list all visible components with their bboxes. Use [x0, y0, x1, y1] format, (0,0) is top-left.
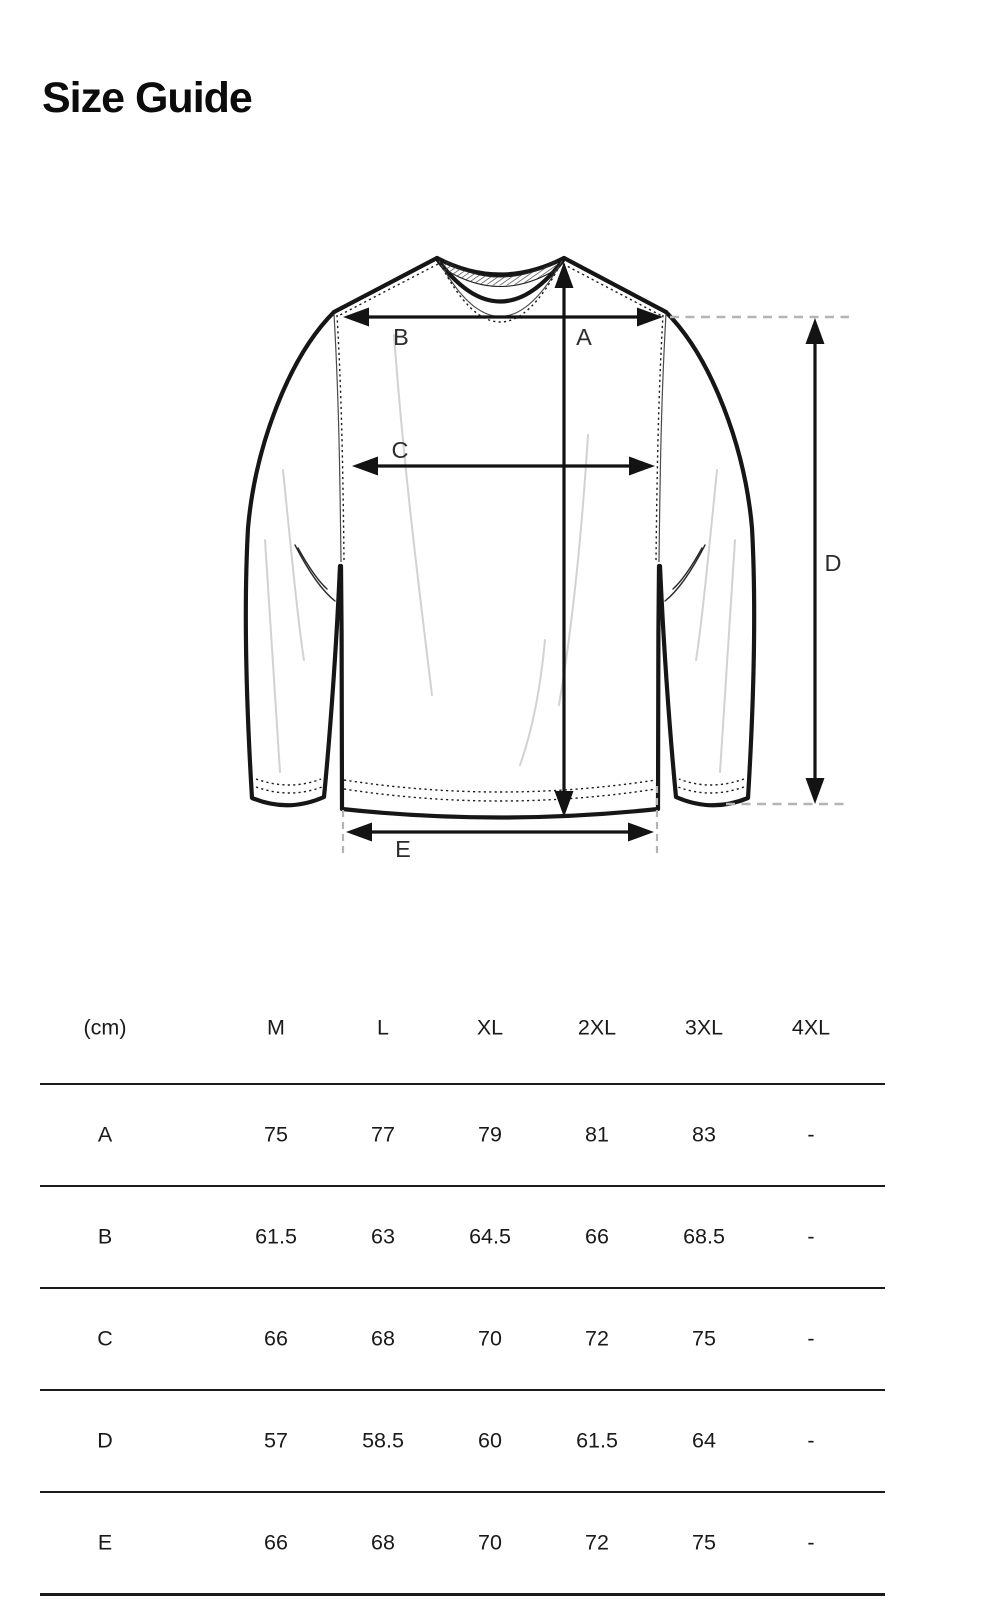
row-label: C [97, 1326, 113, 1351]
table-header-row [40, 945, 885, 1085]
cell-value: 75 [692, 1326, 716, 1351]
measure-label-e: E [395, 836, 411, 862]
cell-value: 60 [478, 1428, 502, 1453]
cell-value: 83 [692, 1122, 716, 1147]
cell-value: 72 [585, 1530, 609, 1555]
armpit-fold-left [295, 545, 335, 601]
cell-value: 68.5 [683, 1224, 725, 1249]
table-row-d [40, 1391, 885, 1493]
body-crease-left [391, 335, 432, 695]
cell-value: 72 [585, 1326, 609, 1351]
cell-value: - [807, 1428, 815, 1453]
hem-stitch-1 [344, 780, 656, 792]
shoulder-stitch-left [338, 264, 438, 316]
table-row-c [40, 1289, 885, 1391]
arrowhead-left [343, 308, 369, 327]
shoulder-right [564, 258, 666, 312]
arrowhead-left [346, 823, 372, 842]
cuff-crease-left [265, 540, 280, 772]
arrowhead-top [806, 318, 825, 344]
armpit-folds [295, 545, 705, 601]
armhole-seam-left [334, 314, 341, 562]
table-row-b [40, 1187, 885, 1289]
body-side-left [341, 566, 342, 809]
cell-value: - [807, 1122, 815, 1147]
cell-value: - [807, 1224, 815, 1249]
measure-arrow-e [346, 823, 654, 842]
table-row-a [40, 1085, 885, 1187]
cuff-crease-right [720, 540, 735, 772]
cell-value: - [807, 1530, 815, 1555]
cell-value: 58.5 [362, 1428, 404, 1453]
cell-value: 64.5 [469, 1224, 511, 1249]
arrowhead-bottom [806, 778, 825, 804]
shirt-outline [246, 258, 754, 818]
sleeve-crease-right [696, 470, 717, 660]
sleeve-crease-left [283, 470, 304, 660]
cell-value: 75 [264, 1122, 288, 1147]
cell-value: 81 [585, 1122, 609, 1147]
cell-value: 75 [692, 1530, 716, 1555]
cell-value: 66 [264, 1530, 288, 1555]
shoulder-stitch-right [563, 264, 662, 316]
col-header-3xl: 3XL [684, 1015, 724, 1040]
arrowhead-bottom [555, 791, 574, 817]
cell-value: 61.5 [255, 1224, 297, 1249]
col-header-xl: XL [476, 1015, 504, 1040]
cell-value: 77 [371, 1122, 395, 1147]
measure-arrow-a [555, 262, 574, 817]
row-label: E [97, 1530, 113, 1555]
hem-stitch-2 [344, 789, 656, 801]
unit-label: (cm) [83, 1015, 127, 1040]
cell-value: 63 [371, 1224, 395, 1249]
cell-value: 70 [478, 1530, 502, 1555]
cell-value: 64 [692, 1428, 716, 1453]
measure-arrow-b [343, 308, 663, 327]
cell-value: 61.5 [576, 1428, 618, 1453]
measure-label-a: A [576, 324, 592, 350]
cuff-stitch-left-1 [256, 779, 321, 785]
armpit-fold-right [665, 545, 705, 601]
measure-label-c: C [391, 437, 409, 463]
crease-lines [265, 335, 735, 772]
cell-value: 68 [371, 1530, 395, 1555]
table-row-e [40, 1493, 885, 1596]
armhole-seam-right [659, 314, 666, 562]
cell-value: 68 [371, 1326, 395, 1351]
cell-value: 70 [478, 1326, 502, 1351]
cell-value: 57 [264, 1428, 288, 1453]
cuff-stitch-right-1 [679, 779, 744, 785]
arrowhead-left [352, 457, 378, 476]
size-table [40, 945, 885, 1596]
hem-crease [520, 640, 545, 765]
cuff-stitch-right-2 [678, 787, 744, 793]
thin-seams [334, 261, 666, 562]
cuff-stitch-left-2 [256, 787, 322, 793]
row-label: D [97, 1428, 113, 1453]
col-header-m: M [267, 1015, 285, 1040]
col-header-2xl: 2XL [577, 1015, 617, 1040]
measure-label-d: D [824, 550, 842, 576]
arrowhead-right [628, 823, 654, 842]
cell-value: 66 [585, 1224, 609, 1249]
arrowhead-right [629, 457, 655, 476]
shoulder-left [334, 258, 437, 312]
col-header-4xl: 4XL [791, 1015, 831, 1040]
measure-label-b: B [393, 324, 409, 350]
body-side-right [658, 566, 659, 809]
cell-value: - [807, 1326, 815, 1351]
page-title: Size Guide [42, 74, 252, 122]
cell-value: 79 [478, 1122, 502, 1147]
row-label: A [97, 1122, 113, 1147]
measure-arrow-d [806, 318, 825, 804]
col-header-l: L [377, 1015, 389, 1040]
cell-value: 66 [264, 1326, 288, 1351]
hem [342, 809, 658, 818]
row-label: B [97, 1224, 113, 1249]
